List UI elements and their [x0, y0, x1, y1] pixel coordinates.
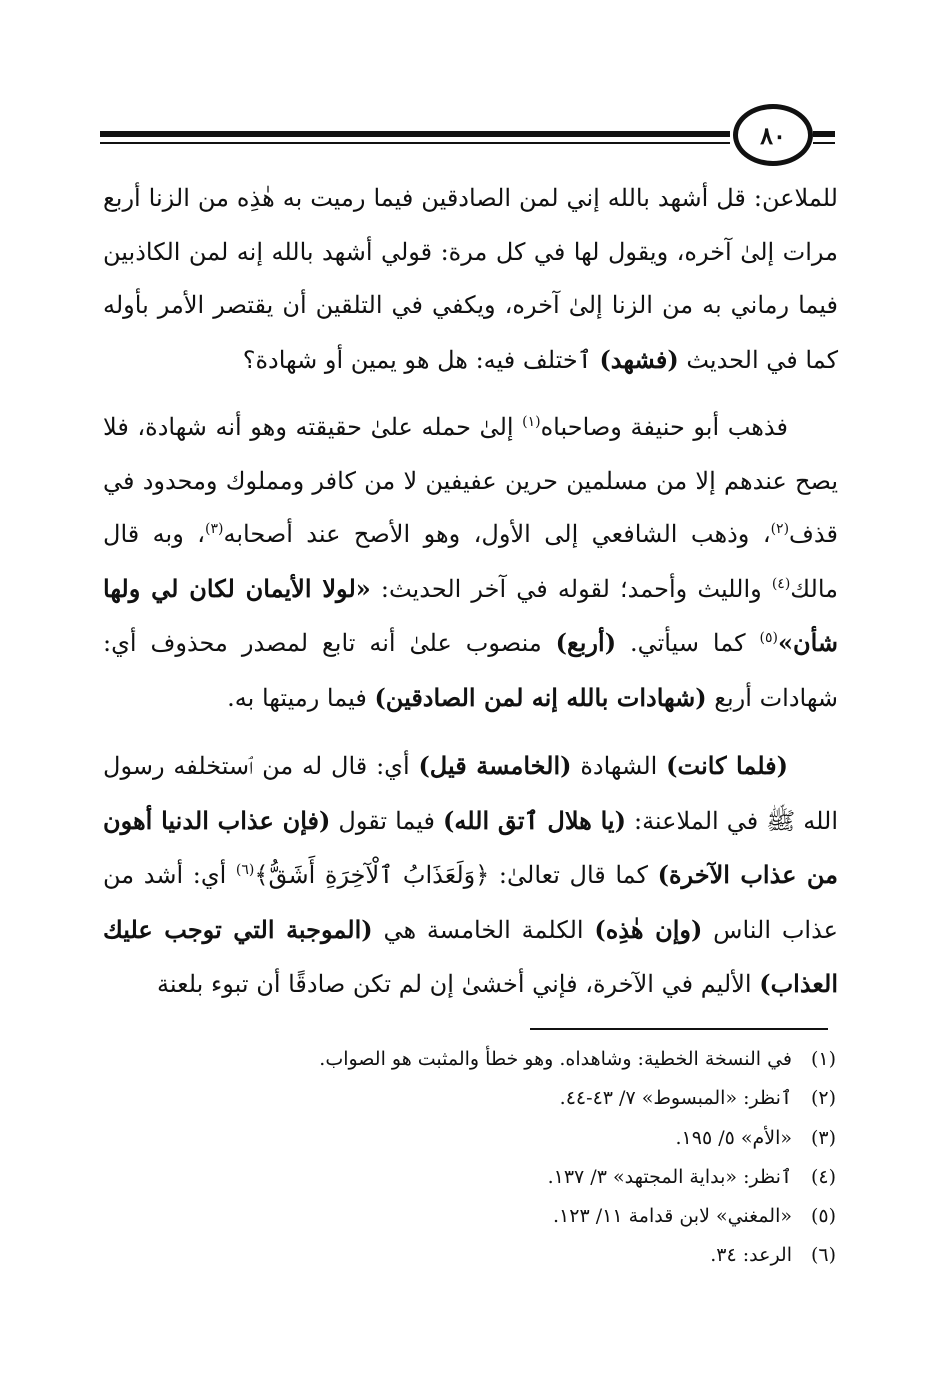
main-text — [103, 172, 838, 1026]
text-run: الكلمة الخامسة هي — [372, 915, 595, 944]
footnote — [103, 1040, 836, 1079]
footnote — [103, 1119, 836, 1158]
footnote-text: ٱنظر: «بداية المجتهد» ٣/ ١٣٧. — [547, 1165, 792, 1188]
quoted-phrase: (فإن عذاب الدنيا أهون من عذاب الآخرة) — [103, 805, 838, 889]
page-number: ٨٠ — [733, 104, 813, 166]
footnote — [103, 1079, 836, 1118]
text-run: فيما تقول — [330, 806, 444, 835]
footnote-ref: (٣) — [205, 521, 224, 537]
footnote-ref: (٢) — [770, 521, 790, 537]
footnote-text: «الأم» ٥/ ١٩٥. — [675, 1126, 792, 1149]
text-run: ، وبه قال مالك — [103, 520, 839, 603]
quoted-phrase: (فشهد) — [599, 344, 679, 374]
text-run: كما سيأتي. — [616, 629, 760, 657]
header-rule-stub-thick — [813, 131, 835, 137]
footnote-number: (٢) — [810, 1087, 836, 1110]
paragraph-2 — [103, 401, 838, 725]
footnote-ref: (١) — [522, 414, 541, 430]
text-run: الشهادة — [571, 752, 667, 780]
footnote-ref: (٤) — [771, 575, 791, 592]
footnote-number: (١) — [810, 1048, 836, 1070]
quoted-phrase: (وإن هٰذِه) — [594, 914, 703, 944]
text-run: فذهب أبو حنيفة وصاحباه — [540, 413, 789, 441]
quoted-phrase: (الخامسة قيل) — [418, 751, 572, 780]
header-rule-stub-thin — [813, 142, 835, 144]
footnote-ref: (٥) — [759, 630, 778, 646]
footnote-separator — [530, 1028, 828, 1030]
footnote-number: (٣) — [810, 1126, 836, 1149]
quoted-phrase: (شهادات بالله إنه لمن الصادقين) — [374, 682, 707, 712]
footnote-text: الرعد: ٣٤. — [710, 1244, 792, 1267]
footnote-text: ٱنظر: «المبسوط» ٧/ ٤٣-٤٤. — [559, 1087, 792, 1110]
text-run: أي: قال له من ٱستخلفه رسول الله ﷺ في الملاعنة: — [103, 752, 839, 835]
quoted-phrase: (الموجبة التي توجب عليك العذاب) — [103, 914, 838, 998]
header-rule-thick — [100, 131, 730, 137]
header-rule-thin — [100, 142, 730, 144]
footnote — [103, 1197, 836, 1236]
footnotes — [103, 1040, 836, 1276]
text-run: كما قال تعالىٰ: ﴿وَلَعَذَابُ ٱلْآخِرَةِ أَشَقُّ﴾ — [254, 861, 658, 889]
footnote-text: في النسخة الخطية: وشاهداه. وهو خطأ والمثبت هو الصواب. — [319, 1048, 792, 1070]
text-run: والليث وأحمد؛ لقوله في آخر الحديث: — [370, 574, 772, 603]
quoted-phrase: (فلما كانت) — [666, 751, 789, 780]
quoted-phrase: (يا هلال ٱتق الله) — [443, 805, 626, 835]
footnote — [103, 1236, 836, 1275]
quoted-phrase: (أربع) — [555, 628, 617, 657]
paragraph-3 — [103, 739, 838, 1012]
footnote — [103, 1158, 836, 1197]
text-run: ٱختلف فيه: هل هو يمين أو شهادة؟ — [242, 345, 600, 374]
footnote-ref: (٦) — [235, 862, 255, 878]
footnote-number: (٥) — [810, 1205, 836, 1228]
footnote-number: (٦) — [810, 1244, 836, 1267]
footnote-text: «المغني» لابن قدامة ١١/ ١٢٣. — [553, 1205, 792, 1228]
text-run: للملاعن: قل أشهد بالله إني لمن الصادقين فيما رميت به هٰذِه من الزنا أربع مرات إلىٰ آخره، ويقول لها في كل مرة: قولي أشهد بالله إنه لمن الكاذبين فيما رماني به من الزنا إلىٰ آخره، ويكفي في التلقين أن يقتصر الأمر بأوله كما في الحديث — [103, 184, 838, 374]
text-run: ، وذهب الشافعي إلى الأول، وهو الأصح عند أصحابه — [223, 520, 771, 548]
paragraph-1 — [103, 172, 838, 387]
text-run: منصوب علىٰ أنه تابع لمصدر محذوف أي: شهادات أربع — [103, 629, 838, 712]
text-run: أي: أشد من عذاب الناس — [103, 861, 839, 944]
text-run: إلىٰ حمله علىٰ حقيقته وهو أنه شهادة، فلا يصح عندهم إلا من مسلمين حرين عفيفين لا من كافر ومملوك ومحدود في قذف — [103, 413, 838, 548]
page-header — [100, 100, 835, 170]
text-run: فيما رميتها به. — [227, 683, 375, 712]
footnote-number: (٤) — [810, 1165, 836, 1188]
text-run: الأليم في الآخرة، فإني أخشىٰ إن لم تكن صادقًا أن تبوء بلعنة — [157, 970, 760, 998]
quoted-phrase: «لولا الأيمان لكان لي ولها شأن» — [103, 573, 838, 657]
